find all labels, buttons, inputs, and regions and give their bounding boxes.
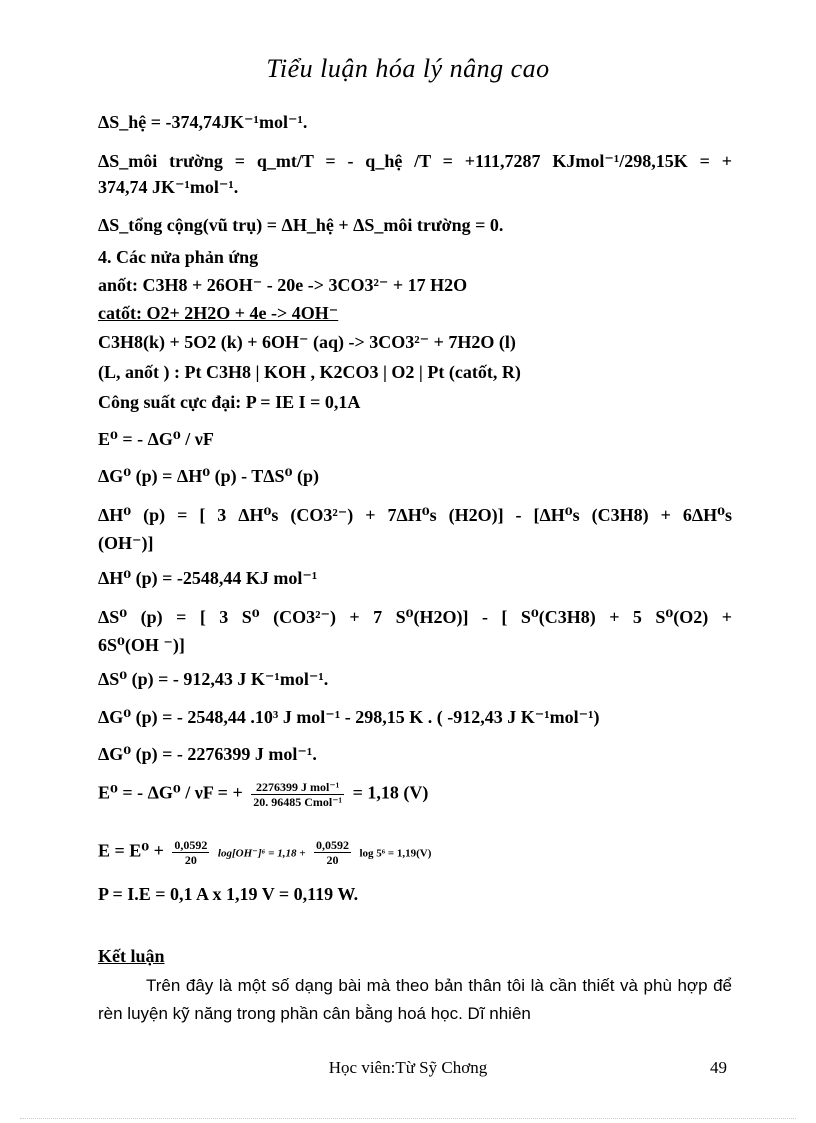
- line-entropy-system: ΔS_hệ = -374,74JK⁻¹mol⁻¹.: [98, 112, 308, 132]
- line-cathode-reaction: catốt: O2+ 2H2O + 4e -> 4OH⁻: [98, 303, 339, 323]
- line-entropy-formula: ΔS⁰ (p) = [ 3 S⁰ (CO3²⁻) + 7 S⁰(H2O)] - [ S⁰(C3H8) + 5 S⁰(O2) +: [98, 607, 732, 627]
- nernst-fraction-1: [172, 838, 209, 867]
- nernst-middle: log[OH⁻]⁶ = 1,18 +: [217, 847, 306, 860]
- nernst-result: log 5⁶ = 1,19(V): [359, 847, 432, 860]
- line-emf-formula: E⁰ = - ΔG⁰ / νF: [98, 429, 214, 449]
- line-anode-reaction: anốt: C3H8 + 26OH⁻ - 20e -> 3CO3²⁻ + 17 H2O: [98, 275, 468, 295]
- nernst-fraction-2: [314, 838, 351, 867]
- line-emf-calculation: [98, 780, 732, 809]
- section-heading-half-reactions: 4. Các nửa phản ứng: [98, 247, 259, 267]
- line-entropy-surroundings-cont: 374,74 JK⁻¹mol⁻¹.: [98, 177, 239, 197]
- line-entropy-total: ΔS_tổng cộng(vũ trụ) = ΔH_hệ + ΔS_môi trường = 0.: [98, 215, 504, 235]
- line-entropy-value: ΔS⁰ (p) = - 912,43 J K⁻¹mol⁻¹.: [98, 669, 329, 689]
- line-gibbs-formula: ΔG⁰ (p) = ΔH⁰ (p) - TΔS⁰ (p): [98, 466, 319, 486]
- emf-calc-prefix: E⁰ = - ΔG⁰ / νF = +: [98, 782, 243, 803]
- page-header: Tiểu luận hóa lý nâng cao: [266, 54, 550, 83]
- line-enthalpy-formula-cont: (OH⁻)]: [98, 533, 154, 553]
- emf-calc-result: = 1,18 (V): [352, 782, 429, 803]
- emf-fraction: [251, 780, 344, 809]
- page-number: 49: [710, 1058, 727, 1077]
- line-nernst-equation: [98, 838, 732, 867]
- nernst-prefix: E = E⁰ +: [98, 840, 164, 861]
- emf-fraction-denominator: 20. 96485 Cmol⁻¹: [253, 795, 343, 809]
- line-enthalpy-value: ΔH⁰ (p) = -2548,44 KJ mol⁻¹: [98, 568, 318, 588]
- emf-fraction-numerator: 2276399 J mol⁻¹: [251, 780, 344, 795]
- conclusion-heading: Kết luận: [98, 946, 165, 966]
- page-bottom-divider: [20, 1118, 796, 1119]
- conclusion-paragraph: Trên đây là một số dạng bài mà theo bản thân tôi là cần thiết và phù hợp để rèn luyện kỹ năng trong phần cân bằng hoá học. Dĩ nhiên: [98, 976, 732, 1023]
- nernst-fraction-1-numerator: 0,0592: [174, 838, 208, 852]
- line-overall-reaction: C3H8(k) + 5O2 (k) + 6OH⁻ (aq) -> 3CO3²⁻ + 7H2O (l): [98, 332, 516, 352]
- line-max-power: Công suất cực đại: P = IE I = 0,1A: [98, 392, 361, 412]
- nernst-fraction-1-denominator: 20: [184, 853, 197, 867]
- line-entropy-formula-cont: 6S⁰(OH ⁻)]: [98, 635, 185, 655]
- line-gibbs-calculation: ΔG⁰ (p) = - 2548,44 .10³ J mol⁻¹ - 298,15 K . ( -912,43 J K⁻¹mol⁻¹): [98, 707, 600, 727]
- nernst-fraction-2-denominator: 20: [326, 853, 339, 867]
- line-gibbs-value: ΔG⁰ (p) = - 2276399 J mol⁻¹.: [98, 744, 317, 764]
- line-entropy-surroundings: ΔS_môi trường = q_mt/T = - q_hệ /T = +111,7287 KJmol⁻¹/298,15K = +: [98, 151, 732, 171]
- line-cell-notation: (L, anốt ) : Pt C3H8 | KOH , K2CO3 | O2 | Pt (catốt, R): [98, 362, 521, 382]
- nernst-fraction-2-numerator: 0,0592: [315, 838, 349, 852]
- footer-author: Học viên:Từ Sỹ Chơng: [328, 1058, 488, 1077]
- line-power-result: P = I.E = 0,1 A x 1,19 V = 0,119 W.: [98, 884, 359, 904]
- line-enthalpy-formula: ΔH⁰ (p) = [ 3 ΔH⁰s (CO3²⁻) + 7ΔH⁰s (H2O)] - [ΔH⁰s (C3H8) + 6ΔH⁰s: [98, 505, 732, 525]
